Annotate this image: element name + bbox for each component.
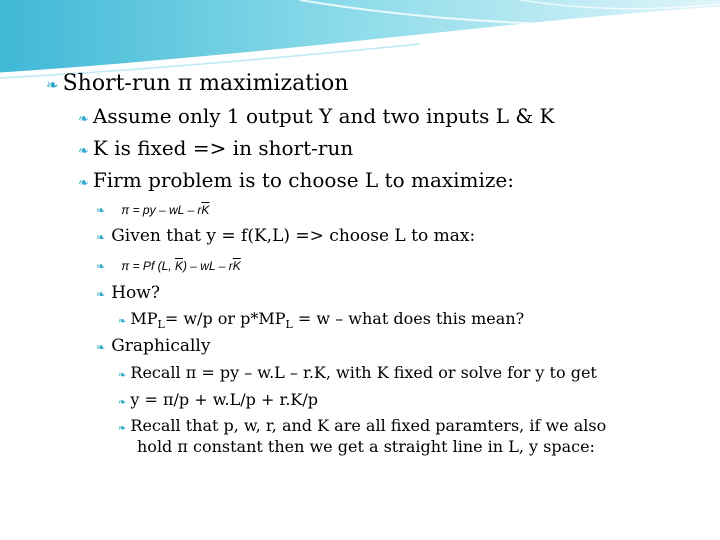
bullet-icon: ❧ <box>96 231 106 244</box>
bullet-isoprofit-equation: ❧ y = π/p + w.L/p + r.K/p <box>118 390 319 409</box>
profit-equation: π = py – wL – $r\overline{K}$ <box>121 203 210 217</box>
bullet-icon: ❧ <box>46 76 59 94</box>
header-wave-decoration <box>0 0 720 80</box>
bullet-graphically: ❧ Graphically <box>96 336 211 356</box>
bullet-recall-parameters: ❧ Recall that p, w, r, and K are all fixed paramters, if we also <box>118 416 607 435</box>
bullet-profit-function <box>96 255 241 275</box>
bullet-icon: ❧ <box>118 423 127 434</box>
bullet-profit-equation <box>96 199 209 219</box>
bullet-icon: ❧ <box>118 397 127 408</box>
bullet-icon: ❧ <box>78 176 89 191</box>
bullet-icon: ❧ <box>96 288 106 301</box>
recall-parameters-continuation: hold π constant then we get a straight line in L, y space: <box>137 437 595 456</box>
slide-title: ❧ Short-run π maximization <box>46 71 349 96</box>
bullet-icon: ❧ <box>118 316 127 327</box>
bullet-firm-problem: ❧ Firm problem is to choose L to maximize: <box>78 168 515 192</box>
bullet-recall-profit: ❧ Recall π = py – w.L – r.K, with K fixed or solve for y to get <box>118 363 597 382</box>
bullet-given-production: ❧ Given that y = f(K,L) => choose L to max: <box>96 226 476 246</box>
bullet-k-fixed: ❧ K is fixed => in short-run <box>78 136 354 160</box>
bullet-icon: ❧ <box>96 204 106 217</box>
bullet-how: ❧ How? <box>96 283 160 303</box>
bullet-icon: ❧ <box>96 260 106 273</box>
bullet-icon: ❧ <box>96 341 106 354</box>
profit-function-equation: π = Pf (L, $\overline{K}$) – wL – $r\overline{K}$ <box>121 259 241 273</box>
bullet-icon: ❧ <box>78 144 89 159</box>
bullet-icon: ❧ <box>118 370 127 381</box>
bullet-assume-output: ❧ Assume only 1 output Y and two inputs L & K <box>78 104 555 128</box>
bullet-icon: ❧ <box>78 112 89 127</box>
bullet-marginal-product: ❧ $MP_L= w/p$ or $p*MP_L = w$ – what does this mean? <box>118 309 525 332</box>
